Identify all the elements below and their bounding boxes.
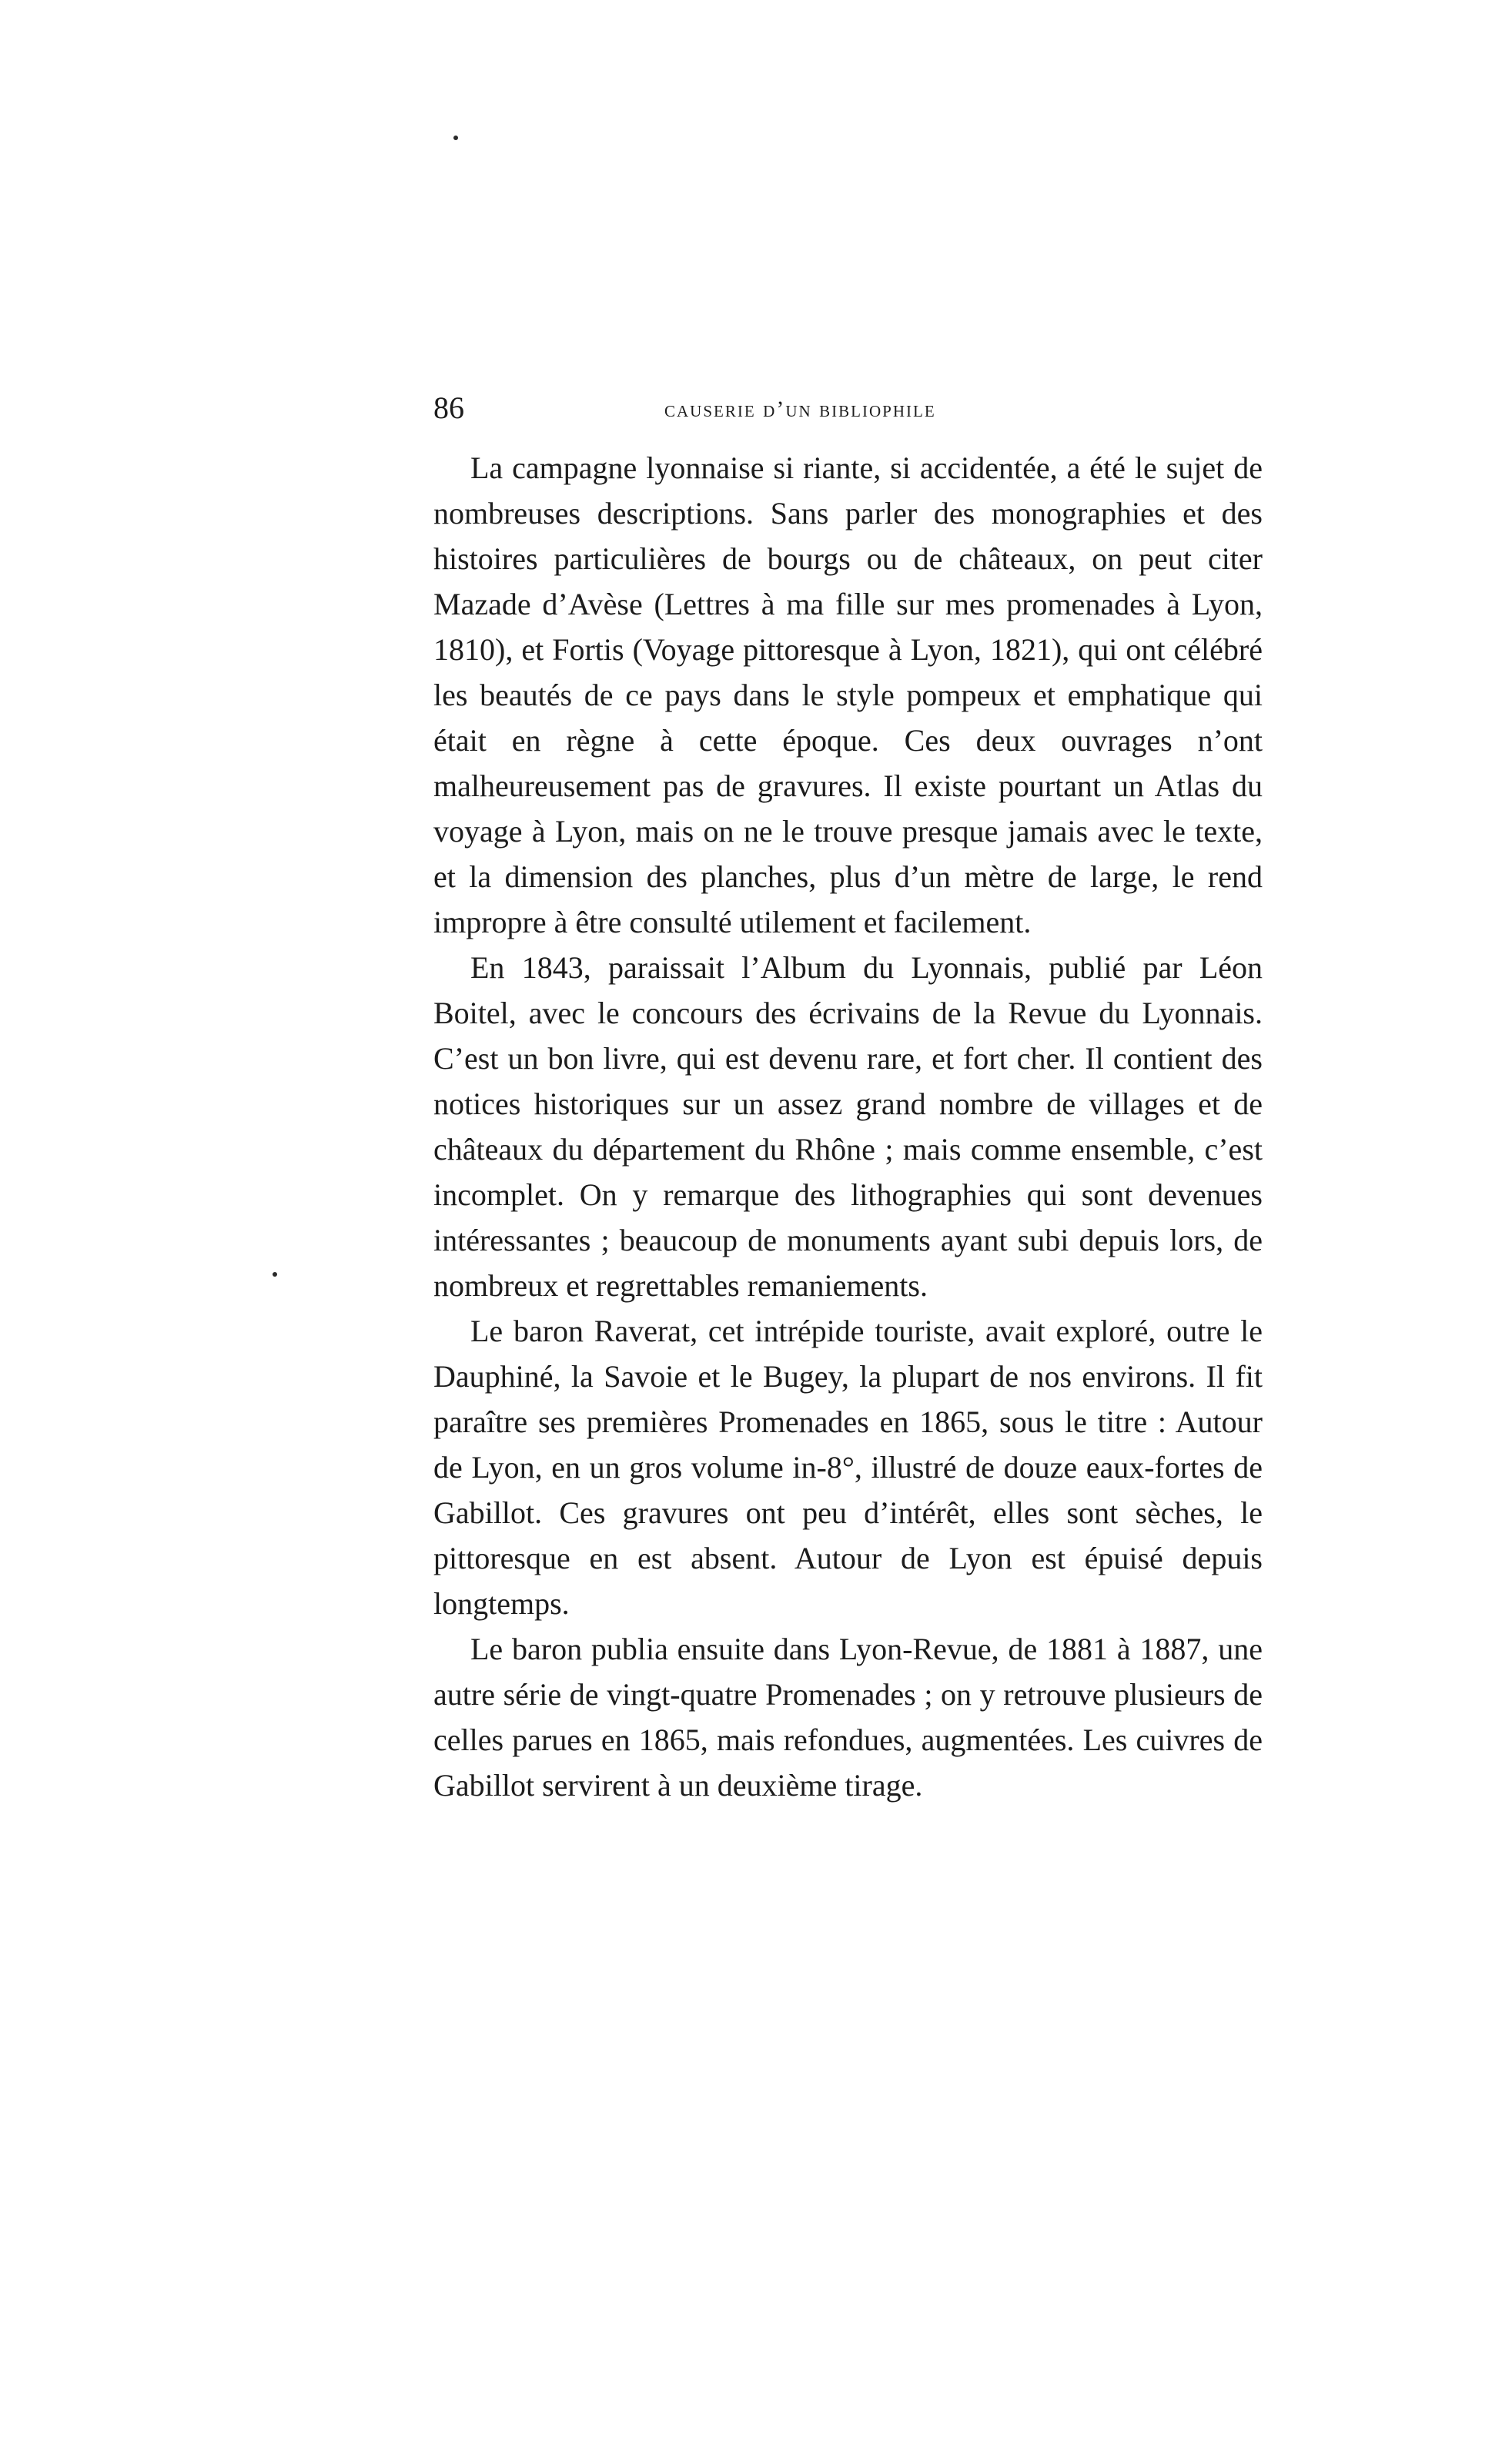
paragraph-3: Le baron Raverat, cet intrépide touriste, avait exploré, outre le Dauphiné, la Savoie et le Bugey, la plupart de nos environs. Il fit paraître ses premières Promenades en 1865, sous le titre : Autour de Lyon, en un gros volume in-8°, illustré de douze eaux-fortes de Gabillot. Ces gravures ont peu d’intérêt, elles sont sèches, le pittoresque en est absent. Autour de Lyon est épuisé depuis longtemps. [433, 1314, 1263, 1621]
page-number: 86 [433, 390, 464, 425]
body-text [433, 445, 1263, 1808]
paragraph-2: En 1843, paraissait l’Album du Lyonnais, publié par Léon Boitel, avec le concours des écrivains de la Revue du Lyonnais. C’est un bon livre, qui est devenu rare, et fort cher. Il contient des notices historiques sur un assez grand nombre de villages et de châteaux du département du Rhône ; mais comme ensemble, c’est incomplet. On y remarque des lithographies qui sont devenues intéressantes ; beaucoup de monuments ayant subi depuis lors, de nombreux et regrettables remaniements. [433, 950, 1263, 1303]
running-title: causerie d’un bibliophile [664, 397, 936, 422]
page-header [433, 385, 1263, 431]
paragraph-1: La campagne lyonnaise si riante, si accidentée, a été le sujet de nombreuses descriptions. Sans parler des monographies et des histoires particulières de bourgs ou de châteaux, on peut citer Mazade d’Avèse (Lettres à ma fille sur mes promenades à Lyon, 1810), et Fortis (Voyage pittoresque à Lyon, 1821), qui ont célébré les beautés de ce pays dans le style pompeux et emphatique qui était en règne à cette époque. Ces deux ouvrages n’ont malheureusement pas de gravures. Il existe pourtant un Atlas du voyage à Lyon, mais on ne le trouve presque jamais avec le texte, et la dimension des planches, plus d’un mètre de large, le rend impropre à être consulté utilement et facilement. [433, 450, 1263, 939]
paragraph-4: Le baron publia ensuite dans Lyon-Revue, de 1881 à 1887, une autre série de vingt-quatre Promenades ; on y retrouve plusieurs de celles parues en 1865, mais refondues, augmentées. Les cuivres de Gabillot servirent à un deuxième tirage. [433, 1632, 1263, 1803]
page-speck [453, 136, 458, 140]
page-speck [273, 1272, 277, 1277]
